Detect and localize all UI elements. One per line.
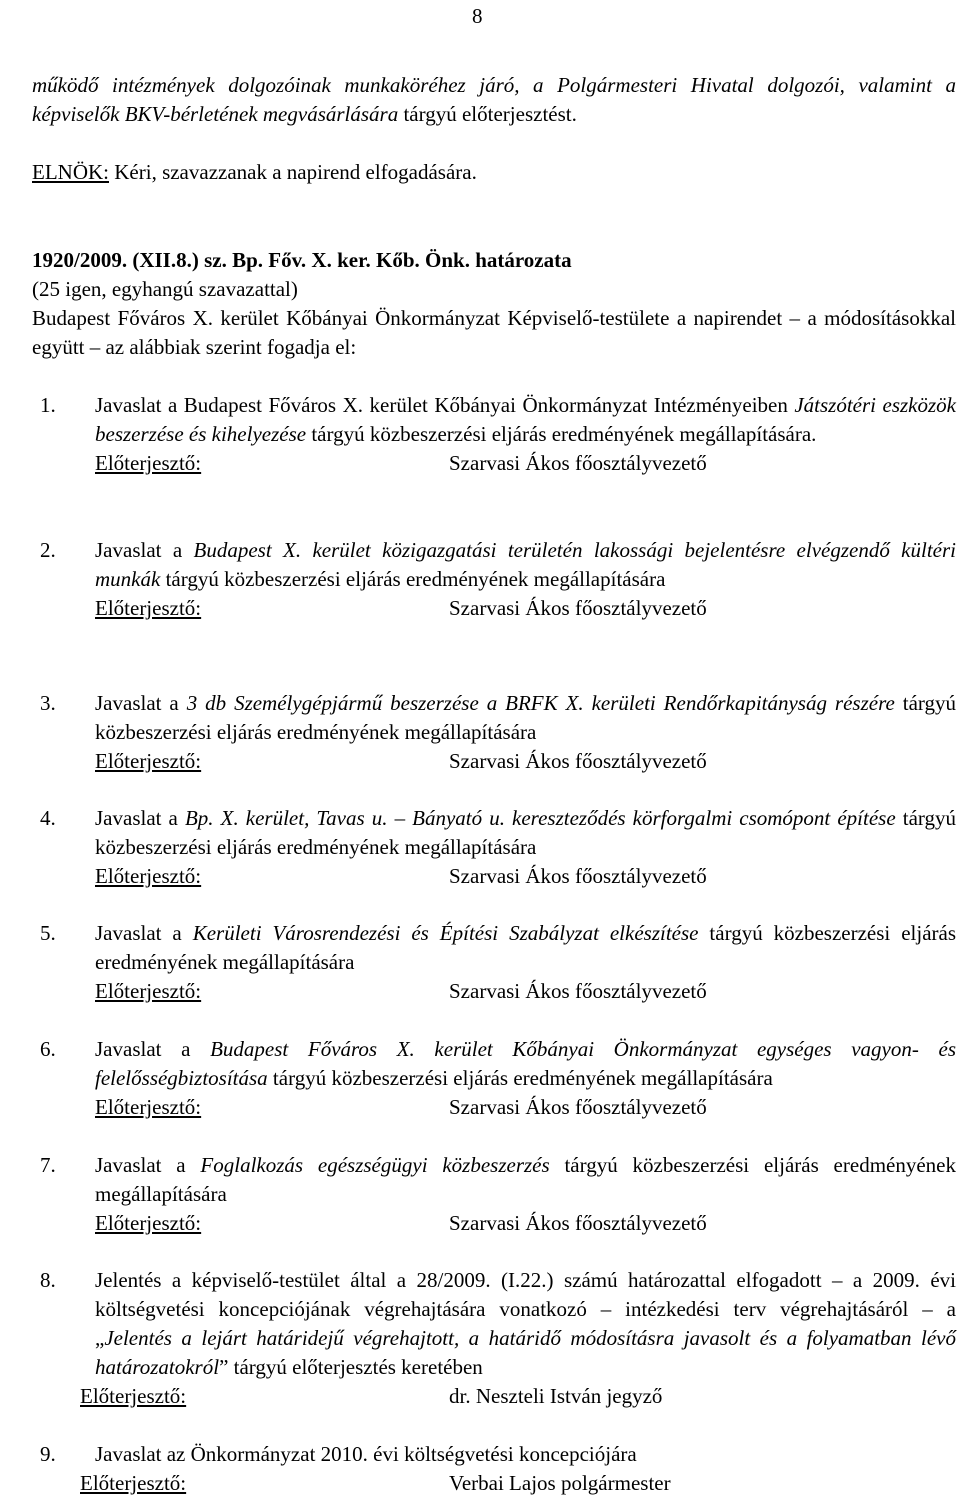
item-text-end: tárgyú közbeszerzési eljárás eredményének megállapítására xyxy=(95,1153,956,1206)
item-number: 9. xyxy=(40,1442,56,1466)
intro-paragraph xyxy=(32,71,956,129)
item-text: Javaslat a xyxy=(95,1153,201,1177)
presenter-row xyxy=(95,1209,956,1238)
intro-text: tárgyú előterjesztést. xyxy=(398,102,577,126)
chair-text: Kéri, szavazzanak a napirend elfogadására. xyxy=(109,160,477,184)
chair-label: ELNÖK: xyxy=(32,160,109,184)
item-italic-text: Kerületi Városrendezési és Építési Szabályzat elkészítése xyxy=(192,921,699,945)
presenter-row xyxy=(95,747,956,776)
item-number: 1. xyxy=(40,393,56,417)
page-number: 8 xyxy=(472,4,483,28)
item-text-end: tárgyú közbeszerzési eljárás eredményének megállapítására xyxy=(267,1066,773,1090)
presenter-label: Előterjesztő: xyxy=(95,979,202,1003)
item-italic-text: Játszótéri eszközök beszerzése és kihelyezése xyxy=(95,393,956,446)
presenter-row xyxy=(80,1382,956,1411)
agenda-item xyxy=(40,804,956,891)
intro-italic-text: működő intézmények dolgozóinak munkaköréhez járó, a Polgármesteri Hivatal dolgozói, valamint a képviselők BKV-bérletének megvásárlására xyxy=(32,73,956,126)
item-text-end: tárgyú közbeszerzési eljárás eredményének megállapítására. xyxy=(306,422,817,446)
presenter-row xyxy=(95,449,956,478)
item-number: 8. xyxy=(40,1268,56,1292)
presenter-name: Verbai Lajos polgármester xyxy=(449,1471,671,1495)
item-text-end: ” tárgyú előterjesztés keretében xyxy=(219,1355,483,1379)
resolution-block xyxy=(32,246,956,362)
agenda-item xyxy=(40,1440,956,1498)
agenda-item xyxy=(40,919,956,1006)
item-text: Jelentés a képviselő-testület által a 28/2009. (I.22.) számú határozattal elfogadott – a 2009. évi költségvetési koncepciójának végrehajtására vonatkozó – intézkedési terv végrehajtásáról – a „ xyxy=(95,1268,956,1350)
presenter-name: Szarvasi Ákos főosztályvezető xyxy=(449,979,707,1003)
agenda-item xyxy=(40,1266,956,1411)
agenda-item xyxy=(40,1035,956,1122)
item-text: Javaslat a xyxy=(95,691,187,715)
item-text: Javaslat a xyxy=(95,806,185,830)
item-text: Javaslat az Önkormányzat 2010. évi költségvetési koncepciójára xyxy=(95,1442,637,1466)
presenter-row xyxy=(80,1469,956,1498)
item-number: 5. xyxy=(40,921,56,945)
presenter-label: Előterjesztő: xyxy=(95,451,202,475)
presenter-label: Előterjesztő: xyxy=(95,864,202,888)
resolution-vote: (25 igen, egyhangú szavazattal) xyxy=(32,277,298,301)
item-italic-text: Foglalkozás egészségügyi közbeszerzés xyxy=(200,1153,550,1177)
agenda-item xyxy=(40,391,956,478)
item-text-end: tárgyú közbeszerzési eljárás eredményének megállapítására xyxy=(95,921,956,974)
presenter-name: Szarvasi Ákos főosztályvezető xyxy=(449,1211,707,1235)
presenter-label: Előterjesztő: xyxy=(95,1211,202,1235)
item-italic-text: Bp. X. kerület, Tavas u. – Bányató u. kereszteződés körforgalmi csomópont építése xyxy=(184,806,896,830)
item-italic-text: 3 db Személygépjármű beszerzése a BRFK X. kerületi Rendőrkapitányság részére xyxy=(186,691,895,715)
presenter-label: Előterjesztő: xyxy=(95,1095,202,1119)
chair-statement xyxy=(32,158,956,187)
presenter-name: Szarvasi Ákos főosztályvezető xyxy=(449,451,707,475)
item-number: 6. xyxy=(40,1037,56,1061)
presenter-name: dr. Neszteli István jegyző xyxy=(449,1384,663,1408)
presenter-row xyxy=(95,862,956,891)
item-italic-text: Jelentés a lejárt határidejű végrehajtott, a határidő módosításra javasolt és a folyamatban lévő határozatokról xyxy=(95,1326,956,1379)
presenter-label: Előterjesztő: xyxy=(95,749,202,773)
item-italic-text: Budapest Főváros X. kerület Kőbányai Önkormányzat egységes vagyon- és felelősségbiztosítása xyxy=(95,1037,956,1090)
item-italic-text: Budapest X. kerület közigazgatási területén lakossági bejelentésre elvégzendő kültéri munkák xyxy=(95,538,956,591)
presenter-label: Előterjesztő: xyxy=(80,1471,187,1495)
item-text: Javaslat a xyxy=(95,538,194,562)
item-number: 4. xyxy=(40,806,56,830)
agenda-item xyxy=(40,536,956,623)
presenter-row xyxy=(95,1093,956,1122)
item-text-end: tárgyú közbeszerzési eljárás eredményének megállapítására xyxy=(95,691,957,744)
presenter-label: Előterjesztő: xyxy=(95,596,202,620)
item-text-end: tárgyú közbeszerzési eljárás eredményének megállapítására xyxy=(95,806,957,859)
presenter-name: Szarvasi Ákos főosztályvezető xyxy=(449,749,707,773)
presenter-row xyxy=(95,594,956,623)
item-text-end: tárgyú közbeszerzési eljárás eredményének megállapítására xyxy=(160,567,666,591)
presenter-name: Szarvasi Ákos főosztályvezető xyxy=(449,596,707,620)
presenter-name: Szarvasi Ákos főosztályvezető xyxy=(449,1095,707,1119)
item-text: Javaslat a Budapest Főváros X. kerület Kőbányai Önkormányzat Intézményeiben xyxy=(95,393,795,417)
item-number: 2. xyxy=(40,538,56,562)
resolution-title: 1920/2009. (XII.8.) sz. Bp. Főv. X. ker. Kőb. Önk. határozata xyxy=(32,248,572,272)
item-number: 3. xyxy=(40,691,56,715)
presenter-row xyxy=(95,977,956,1006)
agenda-item xyxy=(40,689,956,776)
item-text: Javaslat a xyxy=(95,1037,211,1061)
agenda-item xyxy=(40,1151,956,1238)
item-text: Javaslat a xyxy=(95,921,193,945)
item-number: 7. xyxy=(40,1153,56,1177)
resolution-body: Budapest Főváros X. kerület Kőbányai Önkormányzat Képviselő-testülete a napirendet – a módosításokkal együtt – az alábbiak szerint fogadja el: xyxy=(32,306,956,359)
presenter-label: Előterjesztő: xyxy=(80,1384,187,1408)
presenter-name: Szarvasi Ákos főosztályvezető xyxy=(449,864,707,888)
